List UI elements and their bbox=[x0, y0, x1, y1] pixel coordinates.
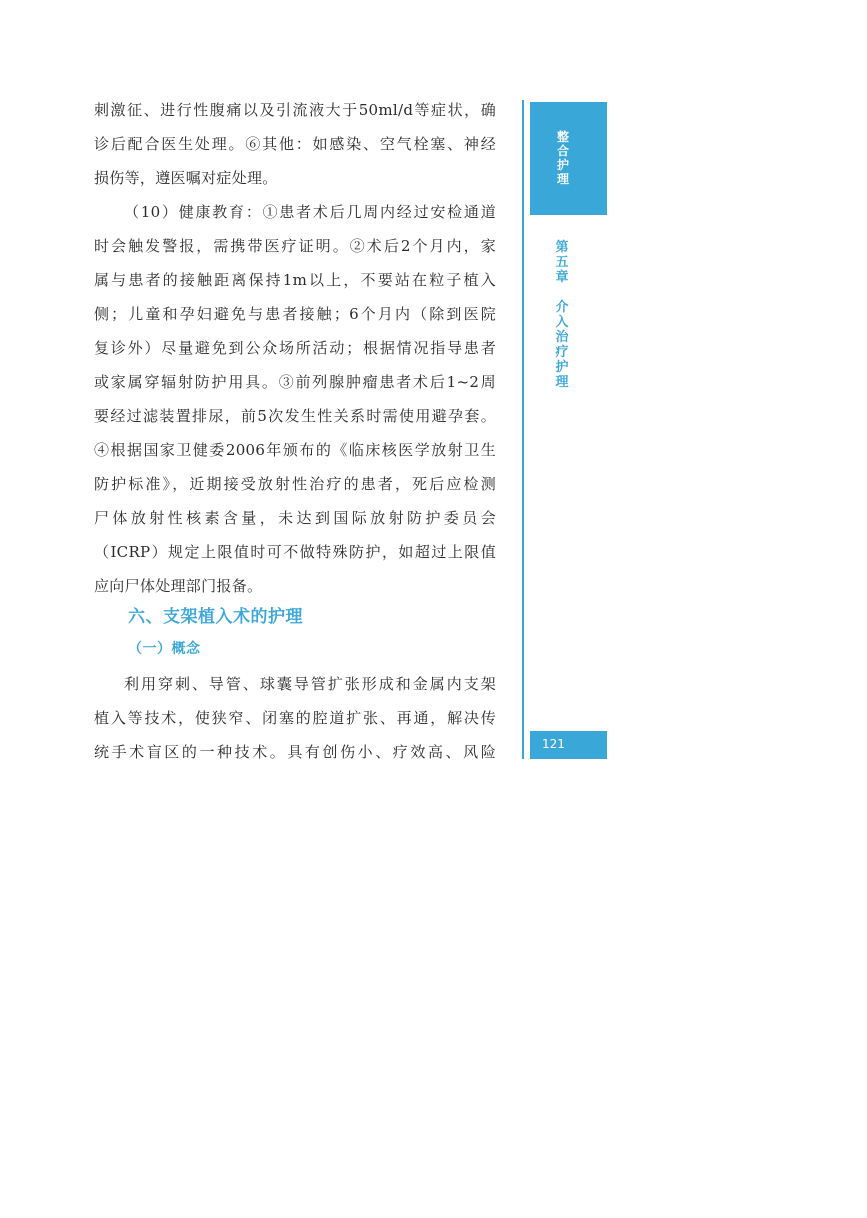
body-line: 要经过滤装置排尿，前5次发生性关系时需使用避孕套。 bbox=[94, 407, 496, 425]
subsection-heading: （一）概念 bbox=[128, 641, 201, 657]
body-line: 应向尸体处理部门报备。 bbox=[94, 577, 263, 595]
body-line: 利用穿刺、导管、球囊导管扩张形成和金属内支架 bbox=[124, 675, 496, 693]
section-tab-label: 整 合 护 理 bbox=[556, 130, 569, 186]
body-line: 统手术盲区的一种技术。具有创伤小、疗效高、风险 bbox=[94, 743, 496, 761]
body-text-block bbox=[94, 96, 496, 606]
body-line: 损伤等，遵医嘱对症处理。 bbox=[94, 169, 278, 187]
chapter-label: 第 五 章 介 入 治 疗 护 理 bbox=[555, 240, 569, 390]
margin-divider bbox=[522, 100, 524, 759]
body-line: 或家属穿辐射防护用具。③前列腺肿瘤患者术后1~2周 bbox=[94, 373, 496, 391]
body-line: 属与患者的接触距离保持1m以上，不要站在粒子植入 bbox=[94, 271, 496, 289]
body-line: 防护标准》，近期接受放射性治疗的患者，死后应检测 bbox=[94, 475, 496, 493]
page-number: 121 bbox=[542, 737, 565, 751]
body-line: 诊后配合医生处理。⑥其他：如感染、空气栓塞、神经 bbox=[94, 135, 496, 153]
body-line: （10）健康教育：①患者术后几周内经过安检通道 bbox=[124, 203, 496, 221]
body-line: 时会触发警报，需携带医疗证明。②术后2个月内，家 bbox=[94, 237, 496, 255]
body-text-block-2 bbox=[94, 670, 496, 772]
body-line: 侧；儿童和孕妇避免与患者接触；6个月内（除到医院 bbox=[94, 305, 496, 323]
body-line: 复诊外）尽量避免到公众场所活动；根据情况指导患者 bbox=[94, 339, 496, 357]
page-number-box bbox=[530, 731, 607, 759]
body-line: （ICRP）规定上限值时可不做特殊防护，如超过上限值 bbox=[94, 543, 496, 561]
body-line: 刺激征、进行性腹痛以及引流液大于50ml/d等症状，确 bbox=[94, 101, 496, 119]
section-heading: 六、支架植入术的护理 bbox=[128, 607, 303, 627]
body-line: 植入等技术，使狭窄、闭塞的腔道扩张、再通，解决传 bbox=[94, 709, 496, 727]
section-tab bbox=[530, 102, 607, 215]
body-line: ④根据国家卫健委2006年颁布的《临床核医学放射卫生 bbox=[94, 441, 496, 459]
body-line: 尸体放射性核素含量，未达到国际放射防护委员会 bbox=[94, 509, 496, 527]
